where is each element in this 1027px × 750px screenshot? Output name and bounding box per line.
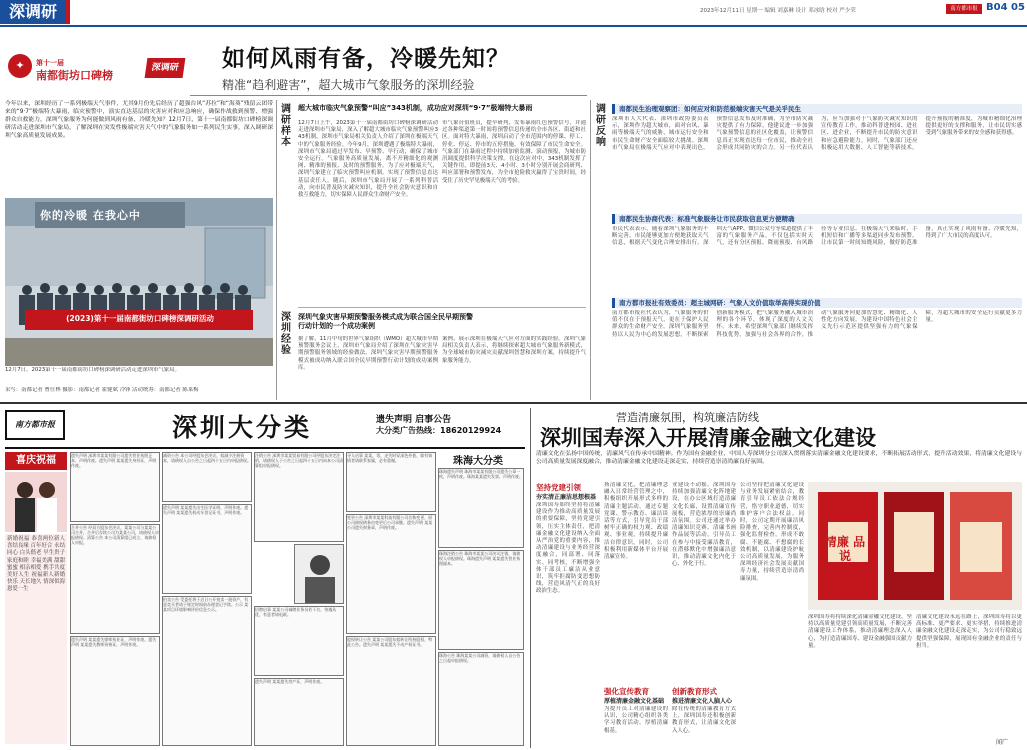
classified-hotline: 大分类广告热线：18620129924 [376, 426, 502, 435]
classified-title: 深圳大分类 [172, 413, 313, 442]
article2-body-col2: 案例，展示深圳在极端天气应对方面的实践经验。深圳气象局相关负责人表示，将继续探索超大城市气象服务新模式，为全球城市防灾减灾贡献深圳智慧和深圳方案，持续提升气象服务能力。 [442, 336, 586, 364]
finance-col6: 清廉文化建设永远在路上，深圳国寿将以更高标准、更严要求、更实举措，持续推进清廉金融文化建设走深走实，为公司行稳致远提供坚强保障，展现国有金融企业的责任与担当。 [916, 614, 1022, 649]
classified-ad: 拍卖公告 受委托将于近日公开拍卖一批资产，有意竞买者请于规定时间前办理登记手续。公示 某某项目环境影响评价信息公示。 [162, 596, 252, 746]
classified-ad: 股权转让公告 某某公司股东拟转让所持股权，特此公告。遗失声明 某某遗失不动产权证书。 [346, 636, 436, 746]
reflection-section-3: 南方都市报社有效委员：超主城网研：气象人文价值取举高得实现价值 [612, 298, 1022, 308]
finance-col2b: 为提升员工对清廉建设的认识，公司精心组织各类学习教育活动，厚植清廉根基。 [604, 706, 668, 734]
date-line: 2023年12月11日 星期一 编辑 刘嘉琳 设计 邓冰晗 校对 严少荣 [700, 8, 856, 14]
reflection-body-1: 深圳市人大代表、深圳市政协委员表示，深圳作为超大城市，面对台风、暴雨等极端天气的威胁，城市运行安全和市民生命财产安全面临较大挑战。深圳市气象局在极端天气应对中表现出色，预警信息发布及时准确，为全市防灾减灾提供了有力保障。他建议进一步加强气象预警信息的社区化覆盖，让预警信息真正实现直达每一位市民，推动全社会形成共同防灾的合力。另一位代表认为，应当加强对于气象防灾减灾知识的宣传教育工作，推动科普进校园、进社区、进企业，不断提升市民的防灾意识和应急避险能力。同时，气象部门还应积极运用大数据、人工智能等新技术，提升预报的精准度，为城市精细化治理提供更好的支撑和服务，让市民切实感受到气象服务带来的安全感和获得感。 [612, 116, 1022, 151]
finance-col1: 深圳国寿始终坚持将清廉建设作为推动高质量发展的重要保障，坚持党建引领，压实主体责任，把清廉金融文化建设纳入全面从严治党的重要内容，推动清廉建设与业务经营深度融合，同部署、同落实、同考核，不断增强全体干部员工廉洁从业意识，筑牢拒腐防变思想防线，营造风清气正的良好政治生态。 [536, 502, 600, 595]
classified-ad: 招聘启事 某某公司诚聘业务员若干名，待遇从优，有意者请电联。 [254, 606, 344, 676]
classified-ad: 遗失声明 某某遗失出生医学证明，声明作废。遗失声明 某某遗失机动车登记证书，声明作废。 [162, 504, 252, 594]
article2-body-col1: 据了解，11月中旬的世界气象组织（WMO）超大城市早期预警服务会议上，深圳市气象局介绍了深圳在气象灾害早期预警服务领域的经验做法。深圳气象灾害早期预警服务模式被成功纳入联合国全民早期预警行动计划的成功案例库。 [298, 336, 438, 371]
classified-ad: 变更公告 深圳市某某科技有限公司名称变更，原公司债权债务由变更后公司承继。遗失声明 某某公司遗失财务章，声明作废。 [346, 514, 436, 634]
classified-ad: 寻人启事 某某，男，走失时穿深色外套，如有知情者请联系家属，必有重谢。 [346, 452, 436, 512]
classified-logo: 南方都市报 [5, 410, 65, 440]
classified-ad: 注销公告 深圳市某某贸易有限公司经股东决定注销，请债权人于公告之日起四十五日内向本公司清算组申报债权。 [254, 452, 344, 542]
reflection-body-3: 南方都市报社代表认为，气象服务的价值不仅在于预报天气，更在于保护人民群众的生命财产安全。深圳气象服务坚持以人民为中心的发展思想，不断探索创新服务模式，把气象服务融入城市治理的各个环节，体现了深度的人文关怀。未来，希望深圳气象部门继续发挥科技优势，加强与社会各界的合作，推动气象服务向更加智慧化、精细化、人性化方向发展，为建设中国特色社会主义先行示范区提供坚强有力的气象保障，为超大城市的安全运行贡献更多力量。 [612, 310, 1022, 338]
column-divider [276, 100, 277, 400]
classified-ad: 珠海注销公告 珠海市某某公司决议注销，请债权人申报债权。珠海遗失声明 某某遗失营业执照副本。 [438, 550, 524, 650]
classified-ad: 合并公告 经双方股东会决议，某某公司与某某公司合并，合并后存续公司为某某公司，请债权人申报债权。清算公告 本公司清算组已成立，请债权人申报。 [70, 524, 160, 634]
classified-ad: 珠海公告 珠海某某公司减资，请债权人自公告之日起申报债权。 [438, 652, 524, 746]
finance-credit: 闻广 [996, 739, 1009, 746]
finance-col3: 业建设不动摇，深圳国寿持续加强清廉文化阵地建设，在办公区域打造清廉文化长廊，设置清廉宣传展板，营造浓厚的崇廉尚洁氛围。公司还通过举办清廉知识竞赛、清廉书画作品展等活动，引导员工在参与中接受廉洁教育，在潜移默化中增强廉洁意识，推动清廉文化内化于心、外化于行。 [672, 482, 736, 568]
series-logo: ✦ [8, 54, 32, 78]
celebration-header: 喜庆祝福 [5, 452, 67, 470]
photo-caption: 12月7日，2023第十一届南都街坊口碑榜深调研活动走进深圳市气象局。 [5, 367, 180, 373]
finance-title: 深圳国寿深入开展清廉金融文化建设 [540, 425, 876, 450]
celebration-text: 新婚祝福 恭喜两位新人喜结良缘 百年好合 永结同心 白头偕老 早生贵子 家庭和睦 幸福美满 甜甜蜜蜜 相亲相爱 携手共度美好人生 祝福新人新婚快乐 天长地久 情深似海 恩爱一生 [5, 534, 67, 744]
headline: 如何风雨有备，冷暖先知？ [222, 46, 510, 72]
article-separator [298, 307, 586, 308]
classified-ad: 珠海遗失声明 珠海市某某有限公司遗失公章一枚，声明作废。珠海某某遗失发票，声明作废。 [438, 468, 524, 548]
article2-title: 深圳气象灾害早期预警服务模式成为联合国全民早期预警行动计划的一个成功案例 [298, 313, 473, 330]
finance-lead: 清廉文化在弘扬中国传统，清廉风气在传承中国精神。作为国有金融企业，中国人寿深圳分公司深入贯彻落实清廉金融文化建设要求，不断拓展活动形式，提升活动效果，将清廉文化建设与公司高质量发展深度融合，推动清廉金融文化建设走深走实，持续营造崇清尚廉良好氛围。 [536, 451, 1022, 465]
couple-photo [5, 472, 67, 532]
finance-section-3-sub: 推进清廉文化人脑人心 [672, 698, 733, 705]
finance-col4: 公司坚持把清廉文化建设与业务发展紧密结合，教育引导员工依法合规经营，恪守职业道德，切实维护客户合法权益。同时，公司定期开展廉洁风险排查，完善内控制度，强化监督检查，形成不敢腐、不能腐、不想腐的长效机制，以清廉建设护航公司高质量发展，为服务深圳经济社会发展贡献国寿力量，持续营造崇清尚廉氛围。 [740, 482, 804, 582]
headline-rule [190, 95, 587, 96]
finance-section-2-sub: 厚植清廉金融文化基础 [604, 698, 665, 705]
label-sample: 调研样本 [281, 104, 291, 148]
classified-grid [70, 452, 525, 746]
zhuhai-header: 珠海大分类 [453, 456, 503, 467]
page-split-rule [0, 402, 1027, 404]
article1-title: 超大城市临灾气象预警“叫应”343机制，成功应对深圳“9·7”极端特大暴雨 [298, 104, 533, 112]
reflection-section-1: 南都民生治理观察团：如何应对和防范极端灾害天气是关乎民生 [612, 104, 1022, 114]
classified-ad: 遗失声明 某某遗失房产证，声明作废。 [254, 678, 344, 746]
series-line1: 第十一届 [36, 59, 64, 67]
article1-body-col1: 12月7日上午，2023第十一届南都街坊口碑榜深调研活动走进深圳市气象局，深入了解超大城市临灾气象预警叫应343机制，深圳市气象局相关负责人介绍了深圳在极端天气中的气象服务经验。今年9月，深圳遭遇了极端特大暴雨，深圳市气象局通过早发布、早预警、早行动，确保了城市安全运行。气象服务高质量发展，离不开精细化的观测网、精准的预报、及时的预警服务。为了应对极端天气，深圳气象建立了临灾预警叫应机制，实现了预警信息直达基层责任人。随后，深圳市气象局开展了一系列科普活动，向市民普及防灾减灾知识，提升全社会防灾意识和自救互救能力，切实保障人民群众生命财产安全。 [298, 120, 438, 199]
reflection-body-2: 市民代表表示，随着深圳气象服务的不断完善，市民能够更加方便地获取天气信息，根据天气变化合理安排出行。深圳天气APP、微信公众号等渠道提供了丰富的气象服务产品，不仅包括实时天气，还有分区预报、降雨预报、台风路径等专业信息。在极端天气来临时，手机短信和广播等多渠道同步发布预警，让市民第一时间知晓风险，做好防范准备，真正实现了风雨有备、冷暖先知，得到了广大市民的高度认可。 [612, 226, 1022, 247]
series-research-logo: 深调研 [145, 58, 186, 78]
article1-body-col2: 市气象台值班员，提早研判，发布暴雨红色预警信号，并通过各种渠道第一时间将预警信息传递给全市各区、街道和社区。面对特大暴雨，深圳启动了全市范围内的停课、停工、停业、停运、停市的五停措施，有效保障了市民生命安全。气象部门在暴雨过程中持续加密监测、滚动预报，为城市防汛调度提供科学决策支撑。在这次应对中，343机制发挥了关键作用，即提前3天、4小时、3小时分别开展会商研判、叫应部署和预警发布，为全市抢险救灾赢得了宝贵时间，经受住了历史罕见极端天气的考验。 [442, 120, 586, 184]
finance-section-1-sub: 夯实清正廉洁思想根基 [536, 494, 597, 501]
label-experience: 深圳经验 [281, 312, 291, 356]
header-rule [0, 25, 1027, 27]
page-code: B04 05 [986, 2, 1025, 13]
classified-notice: 遗失声明 启事公告 [376, 415, 452, 425]
reflection-section-2: 南都民生协商代表：标准气象服务让市民获取信息更方便精确 [612, 214, 1022, 224]
classified-rule [5, 447, 525, 449]
series-line2: 南都街坊口碑榜 [36, 69, 113, 82]
lead-paragraph: 今年以来，深圳经历了一系列极端天气事件，尤其9月份先后经历了超强台风“苏拉”和“海葵”残留云团带来的“9·7”极端特大暴雨，临灾预警中，演实直达基层的灾害应对和应急响应，确保作战救到预警、增强群众自救能力，深圳气象服务为何能做到风雨有备、冷暖先知？12月7日，第十一届南都街坊口碑榜深调研活动走进深圳市气象局，了解深圳在突发性极端灾害天气中的气象服务如一系列民生实事，深入调研深圳气象高质量发展成果。 [5, 101, 273, 139]
label-reflection: 调研反响 [596, 104, 606, 148]
group-photo [5, 198, 273, 366]
classified-ad: 遗失声明 某某遗失律师执业证，声明作废。遗失声明 某某遗失教师资格证，声明作废。 [70, 636, 160, 746]
photo-sign: 你的冷暖 在我心中 [40, 209, 141, 222]
culture-board-text: 清廉 品说 [824, 535, 866, 563]
notice-portrait [294, 544, 344, 604]
finance-section-1-title: 坚持党建引领 [536, 483, 581, 492]
edition-badge: 南方都市报 [946, 4, 982, 14]
subheadline: 精准“趋利避害”，超大城市气象服务的深圳经验 [222, 78, 475, 92]
finance-col3b: 除在传统的清廉教育方式上，深圳国寿还积极创新教育形式，让清廉文化深入人心。 [672, 706, 736, 734]
column-divider-right [590, 100, 591, 400]
bottom-divider [530, 408, 531, 748]
photo-banner: (2023)第十一届南都街坊口碑榜深调研活动 [66, 314, 214, 323]
finance-section-3-title: 创新教育形式 [672, 687, 717, 696]
finance-section-2-title: 强化宣传教育 [604, 687, 649, 696]
classified-ad: 遗失声明 深圳市某某有限公司遗失营业执照正本，声明作废。遗失声明 某某遗失身份证，声明作废。 [70, 452, 160, 522]
section-tab: 深调研 [0, 0, 70, 24]
classified-ad: 减资公告 本公司经股东会决议，拟减少注册资本，请债权人自公告之日起四十五日内申报债权。 [162, 452, 252, 502]
photo-credit: 采写：南都记者 曹仕林 摄影：南都记者 霍健斌 冷锋 活动统筹：南都记者 陈莱梅 [5, 387, 199, 393]
finance-kicker: 营造清廉氛围，构筑廉洁防线 [616, 411, 759, 424]
finance-col5: 深圳国寿将持续深化清廉金融文化建设，坚持以高质量党建引领高质量发展，不断完善清廉建设工作体系，推动清廉理念深入人心，为打造清廉国寿、建设金融强国贡献力量。 [808, 614, 912, 649]
finance-col2: 扬清廉文化，把清廉理念融入日常经营管理之中，积极组织开展形式多样的清廉主题活动，通过专题党课、警示教育、廉洁谈话等方式，引导党员干部树牢正确的权力观、政绩观、事业观，持续提升廉洁自律意识。同时，公司积极利用新媒体平台开展清廉宣传。 [604, 482, 668, 561]
